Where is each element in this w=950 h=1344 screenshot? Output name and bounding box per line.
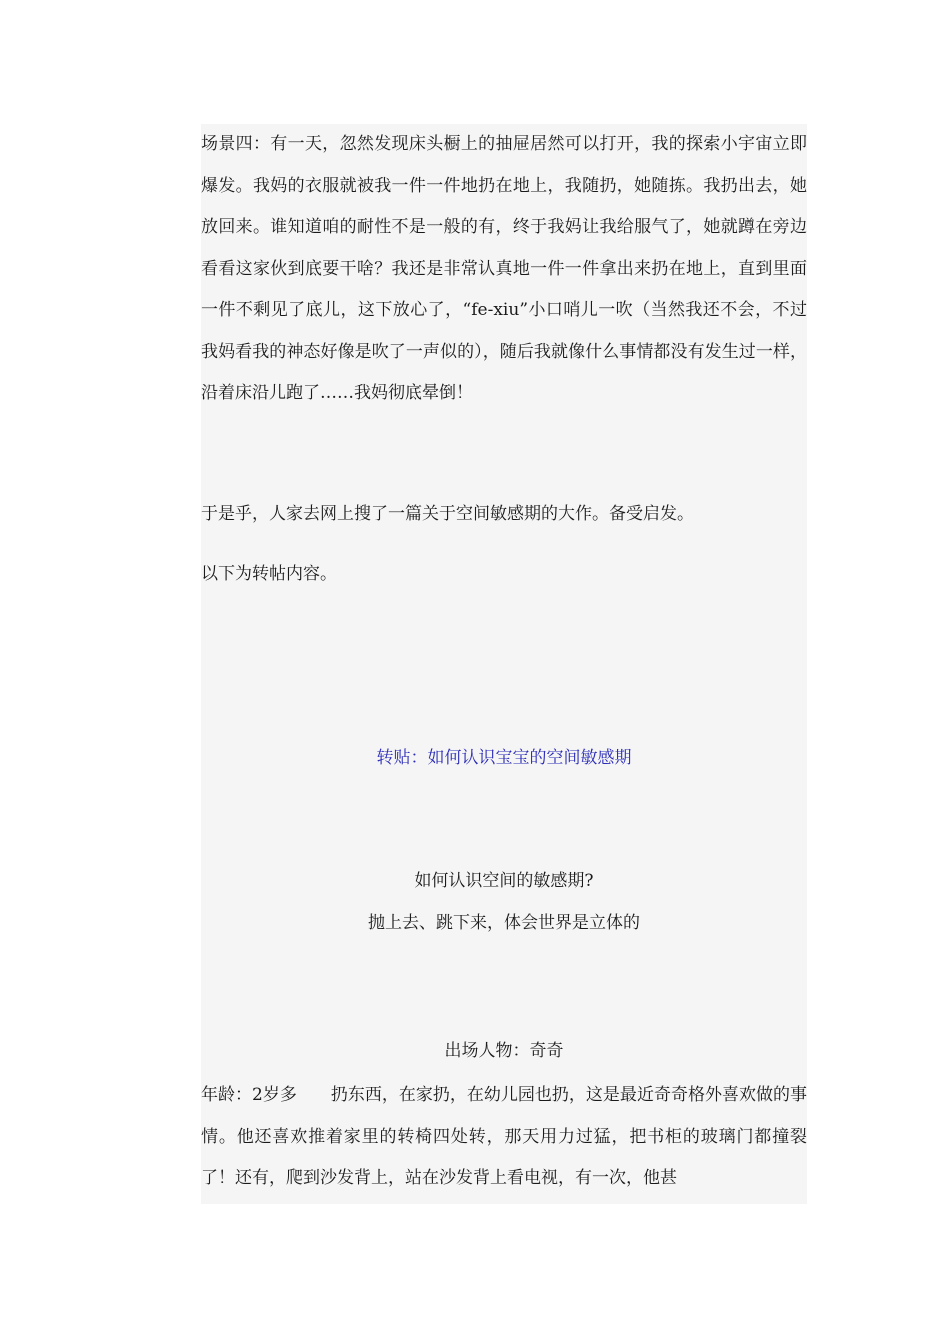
repost-title-link[interactable]: 转贴：如何认识宝宝的空间敏感期	[376, 748, 632, 768]
scene-four-paragraph: 场景四：有一天，忽然发现床头橱上的抽屉居然可以打开，我的探索小宇宙立即爆发。我妈的衣服就被我一件一件地扔在地上，我随扔，她随拣。我扔出去，她放回来。谁知道咱的耐性不是一般的有，终于我妈让我给服气了，她就蹲在旁边看看这家伙到底要干啥？我还是非常认真地一件一件拿出来扔在地上，直到里面一件不剩见了底儿，这下放心了，“fe-xiu”小口哨儿一吹（当然我还不会，不过我妈看我的神态好像是吹了一声似的），随后我就像什么事情都没有发生过一样，沿着床沿儿跑了……我妈彻底晕倒！	[201, 134, 807, 403]
question-subtitle: 抛上去、跳下来，体会世界是立体的	[368, 913, 640, 933]
document-content	[201, 124, 807, 1204]
cast-line: 出场人物：奇奇	[444, 1041, 564, 1061]
age-paragraph: 年龄：2岁多 扔东西，在家扔，在幼儿园也扔，这是最近奇奇格外喜欢做的事情。他还喜欢推着家里的转椅四处转，那天用力过猛，把书柜的玻璃门都撞裂了！还有，爬到沙发背上，站在沙发背上看电视，有一次，他甚	[201, 1085, 807, 1188]
repost-note: 以下为转帖内容。	[201, 564, 337, 584]
intro-paragraph: 于是乎，人家去网上搜了一篇关于空间敏感期的大作。备受启发。	[201, 504, 694, 524]
question-title: 如何认识空间的敏感期?	[414, 871, 594, 891]
